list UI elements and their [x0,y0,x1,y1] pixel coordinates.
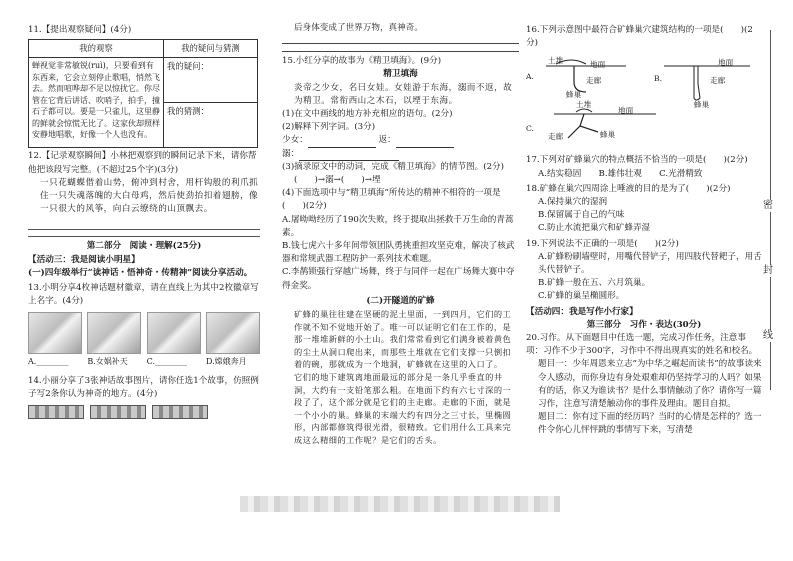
q20-topic-2: 题目二：你有过下面的经历吗？当时的心情是怎样的？选一件令你心儿怦怦跳的事情写下来，写清楚 [538,412,762,436]
diagram-b-dimian: 地面 [718,58,734,68]
q18-option-a[interactable]: A.保持巢穴的湿润 [538,197,608,208]
badge-d-caption: D.嫦娥奔月 [205,357,247,367]
obs-guess-cell[interactable] [164,103,258,148]
q15-sub2: (2)解释下列字词。(3分) [282,122,376,133]
diagram-b-label: B. [654,74,662,84]
badge-c-image [147,312,201,354]
diagram-a-fengchao: 蜂巢 [566,90,582,100]
section-divider [28,236,260,237]
seal-char-feng: 封 [763,265,773,276]
word-shaonv: 少女： [282,135,308,146]
badge-c [147,312,201,368]
q13-title: 13.小明分享4枚神话题材徽章，请在直线上为其中2枚徽章写上名字。(4分) [28,283,259,307]
badge-b-caption: B.女娲补天 [87,357,128,367]
q19-title: 19.下列说法不正确的一项是( )(2分) [526,238,679,249]
q11-title: 11.【提出观察疑问】(4分) [28,25,132,35]
diagram-a-zoulang: 走廊 [586,76,602,86]
section2-para1: 矿蜂的巢往往建在坚硬的泥土里面，一到四月，它们的工作就不知不觉地开始了。唯一可以证明它们在工作的，是那一堆堆新鲜的小土山。我们常常看到它们满身被着黄色的尘土从洞口爬出来，而那些土堆就在它们支撑一只倒扣着的碗，那就成为一个地洞，矿蜂就在这里的入口了。 [294,309,512,370]
answer-line[interactable] [282,35,519,44]
diagram-c-dimian: 地面 [618,106,634,116]
diagram-a[interactable] [526,52,636,98]
column-right [526,22,762,438]
q17-title: 17.下列对矿蜂巢穴的特点概括不恰当的一项是( )(2分) [526,155,748,166]
q14-continued: 后身体变成了世界万物，真神奇。 [294,23,423,33]
q12-text: 一只花蝴蝶借着山势，俯冲到村舍，用杆钩般的利爪抓住一只失魂落魄的大白母鸡，然后使劲抬扣着翅膀，像一只很大的风筝，向白云缭绕的山顶飘去。 [40,177,259,215]
diagram-c-tudui: 土堆 [576,100,592,110]
diagram-a-label: A. [526,72,534,82]
badge-a [28,312,82,368]
q18-option-b[interactable]: B.保留属于自己的气味 [538,210,625,221]
plot-diagram[interactable]: ( )→溺→( )→堙 [294,175,381,186]
word-ni: 溺： [282,148,300,159]
badge-c-caption[interactable]: C.________ [146,357,188,367]
word-row-2 [282,148,519,161]
badge-a-caption[interactable]: A.________ [28,357,69,367]
q19-option-c[interactable]: C.矿蜂的巢呈椭圆形。 [538,291,625,302]
q15-sub4: (4)下面选项中与“精卫填海”所传达的精神不相符的一项是( )(2分) [282,188,501,212]
story-picture-3 [152,405,208,419]
diagram-b-zoulang: 走廊 [710,76,726,86]
story-picture-2 [90,405,146,419]
diagram-b-fengchao: 蜂巢 [694,100,710,110]
badge-pictures [28,312,260,368]
q15-title: 15.小红分享的故事为《精卫填海》。(9分) [282,56,442,67]
activity4-title: 【活动四：我是写作小行家】 [526,306,638,317]
diagram-c-zoulang: 走廊 [548,132,564,142]
story-pictures [28,405,260,419]
q15-option-a: A.屠呦呦经历了190次失败，终于提取出拯救千万生命的青蒿素。 [282,214,514,238]
answer-line[interactable] [282,47,519,52]
diagram-a-tudui: 土堆 [548,56,564,66]
column-left [28,22,260,419]
activity3-title: 【活动三：我是阅读小明星】 [28,254,140,265]
q15-sub3: (3)摘录原文中的动词，完成《精卫填海》的情节图。(2分) [282,161,505,172]
nest-diagrams [526,52,762,152]
story-picture-1 [28,405,84,419]
q15-option-c: C.李鹊锁强行穿越广场舞，终于与同伴一起在广场舞大赛中夺得金奖。 [282,267,515,291]
section2-title: (二)开隧道的矿蜂 [366,295,435,306]
badge-d [206,312,260,368]
badge-a-image [28,312,82,354]
column-middle [282,22,519,447]
q18-title: 18.矿蜂在巢穴四周涂上唾液的目的是为了( )(2分) [526,183,731,194]
section2-para2: 它们的地下建筑离地面最远的部分是一条几乎垂直的井洞，大约有一支铅笔那么粗。在地面下约有六七寸深的一段了了，这个部分就是它们的主走廊。走廊的下面，就是一个小小的巢。蜂巢的末端大约有四分之三寸长，里椭圆形，内部都修筑得很光滑，很精致。它们用什么工具来完成这么精细的工作呢？是它们的舌头。 [294,372,512,445]
part2-title: 第二部分 阅读・理解(25分) [86,241,202,252]
activity3-sub: (一)四年级举行“读神话・悟神奇・传精神”阅读分享活动。 [28,267,253,278]
badge-d-image [206,312,260,354]
badge-b-image [87,312,141,354]
q20-topic-1: 题目一：少年周恩来立志“为中华之崛起而读书”的故事读来令人感动，而你身边有身处艰难却仍坚持学习的人吗？如果有的话，你又为谁读书？是什么事情触动了你？请你写一篇习作，注意写清楚触动你的事件及理由。题目自拟。 [538,359,762,410]
obs-guess-label: 我的猜测： [167,106,209,117]
obs-question-cell[interactable] [164,58,258,103]
q15-option-b: B.钱七虎六十多年间带领团队勇挑重担攻坚克难，解决了核武器和常规武器工程防护一系列技术难题。 [282,241,515,265]
q14-title: 14.小丽分享了3张神话故事图片，请你任选1个故事，仿照例子写2条你认为神奇的地方。(4分) [28,375,259,399]
diagram-b[interactable] [654,52,762,108]
diagram-c-label: C. [526,124,534,134]
story-title: 精卫填海 [383,69,418,80]
q19-option-b[interactable]: B.矿蜂一般在五、六月筑巢。 [538,278,651,289]
q15-sub1: (1)在文中画线的地方补充相应的语句。(2分) [282,109,453,120]
q18-option-c[interactable]: C.防止水流把巢穴和矿蜂弄湿 [538,223,651,234]
seal-char-xian: 线 [763,330,773,341]
word-row [282,134,519,147]
word-fan: 返： [378,135,396,146]
diagram-c[interactable] [526,102,666,150]
q17-options[interactable]: A.结实稳固 B.雄伟壮观 C.光滑精致 [538,168,703,179]
q20-title: 20.习作。从下面题目中任选一题，完成习作任务，注意事项：习作不少于300字，习作中不得出现真实的姓名和校名。 [526,333,758,357]
q16-title: 16.下列示意图中最符合矿蜂巢穴建筑结构的一项是( )(2分) [526,25,753,49]
diagram-a-dimian: 地面 [590,60,606,70]
obs-header-question: 我的疑问与猜测 [164,40,258,58]
obs-observation-text: 蝉视觉非常敏锐(ruì)，只要看到有东西来，它会立刻停止歌唱，悄然飞去。然而喧哗却不足以惊扰它。你尽管在它背后讲话、吹哨子，拍手，撞石子都可以。要是一只雀儿，这里静的鲜就会惊慌无比了。这家伙却照样安静地唱歌，好像一个人也没有。 [29,58,164,148]
diagram-c-fengchao: 蜂巢 [600,130,616,140]
word-fan-blank[interactable] [396,147,454,148]
diagram-c-drawing [526,102,666,150]
part3-title: 第三部分 习作・表达(30分) [586,319,702,330]
obs-question-label: 我的疑问： [167,61,209,72]
badge-b [87,312,141,368]
q12-title: 12.【记录观察瞬间】小林把观察到的瞬间记录下来，请你帮他把该段写完整。(不超过25个字)(3分) [28,151,257,175]
story-text: 炎帝之少女，名曰女娃。女娃游于东海，溺而不返，故为精卫。常衔西山之木石，以堙于东海。 [294,82,513,106]
observation-table [28,39,258,148]
q19-option-a[interactable]: A.矿蜂粉刷墙壁时，用嘴代替铲子，用四肢代替耙子，用舌头代替铲子。 [538,251,762,276]
blurred-footer [240,496,560,512]
seal-char-mi: 密 [763,200,773,211]
obs-header-observation: 我的观察 [29,40,164,58]
q12-answer-line[interactable] [28,216,260,230]
